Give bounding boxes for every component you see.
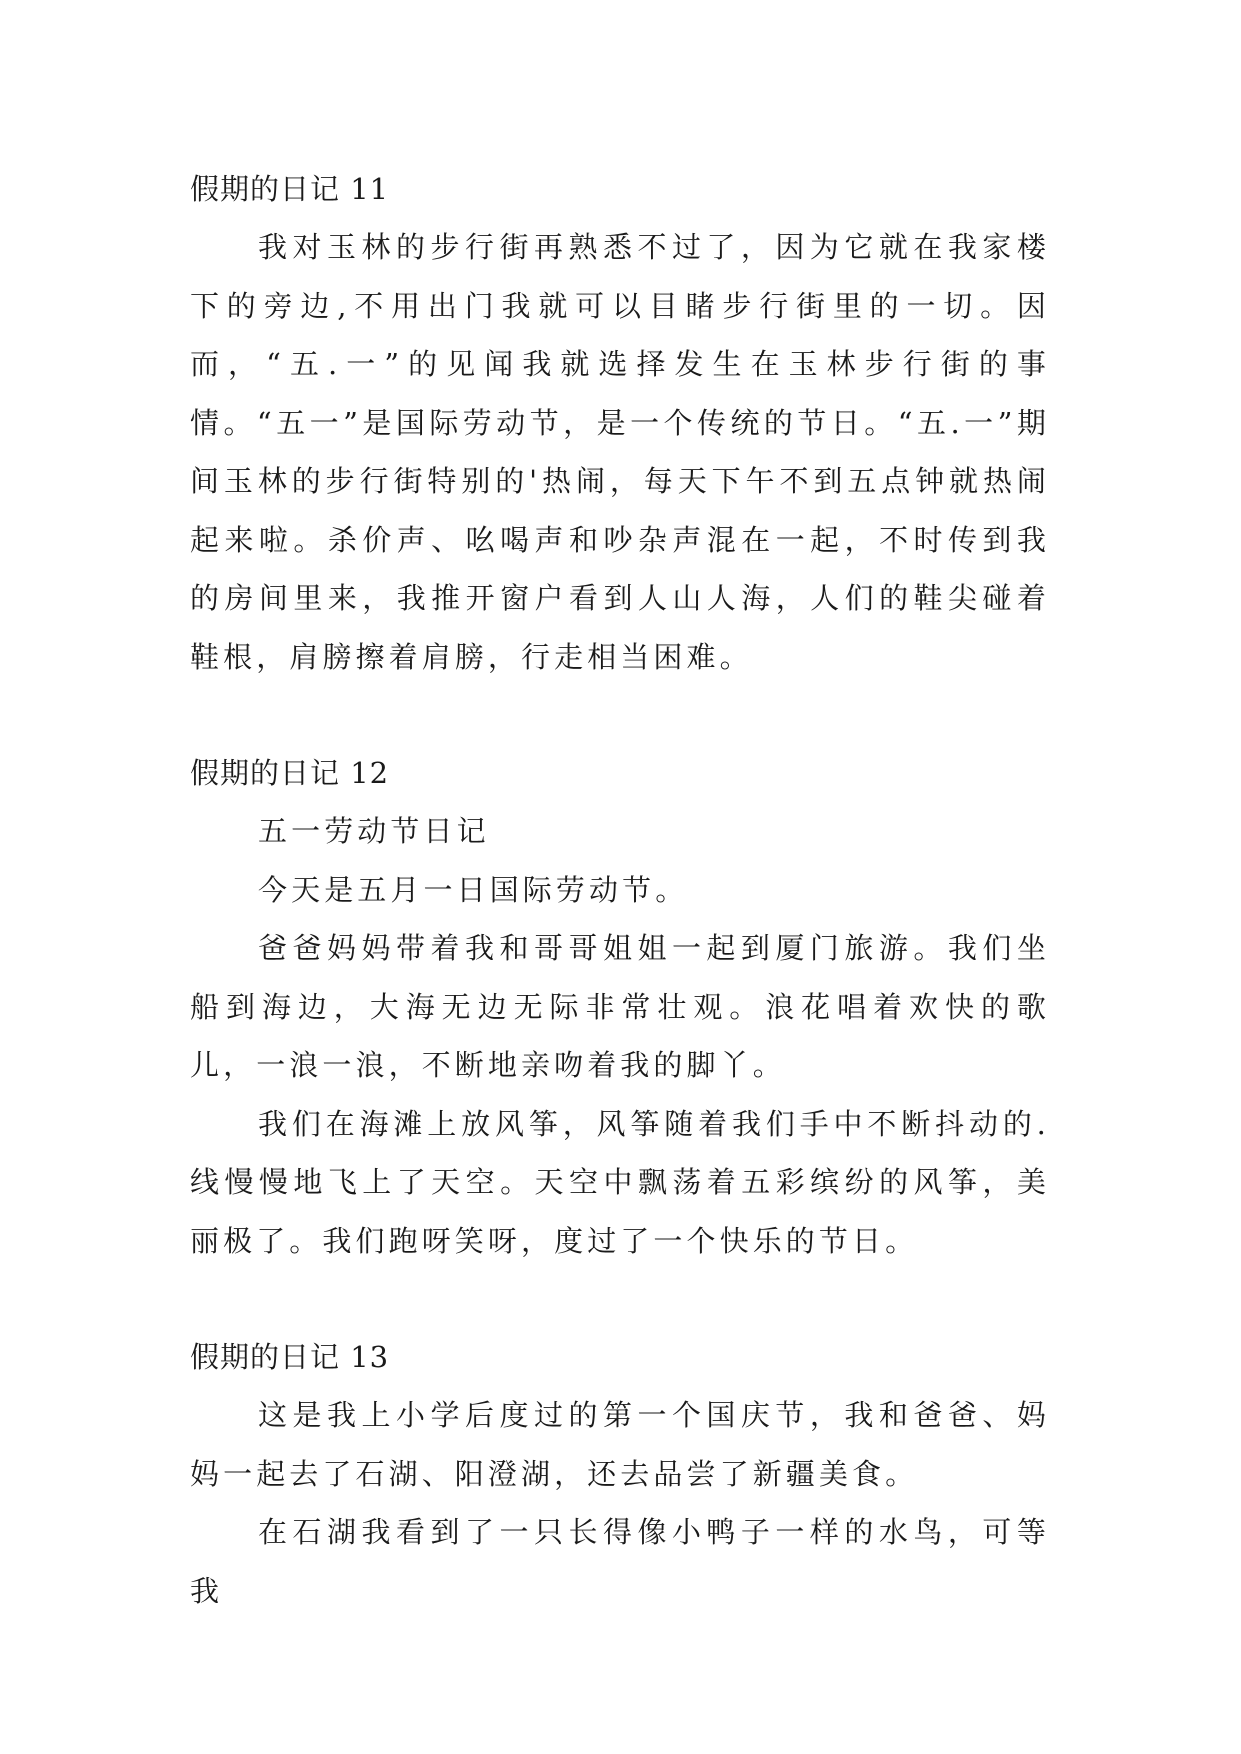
entry-title: 假期的日记 13: [190, 1340, 390, 1374]
entry-paragraph: 五一劳动节日记: [258, 814, 490, 848]
entry-paragraph: 我对玉林的步行街再熟悉不过了，因为它就在我家楼下的旁边,不用出门我就可以目睹步行街里的一切。因而，“五.一”的见闻我就选择发生在玉林步行街的事情。“五一”是国际劳动节，是一个传统的节日。“五.一”期间玉林的步行街特别的'热闹，每天下午不到五点钟就热闹起来啦。杀价声、吆喝声和吵杂声混在一起，不时传到我的房间里来，我推开窗户看到人山人海，人们的鞋尖碰着鞋根，肩膀擦着肩膀，行走相当困难。: [190, 230, 1050, 674]
diary-entry-13: [190, 1328, 1050, 1620]
document-page: [190, 160, 1050, 1620]
diary-entry-11: [190, 160, 1050, 686]
section-spacer: [190, 1270, 1050, 1328]
diary-entry-12: [190, 744, 1050, 1270]
entry-paragraph: 我们在海滩上放风筝，风筝随着我们手中不断抖动的.线慢慢地飞上了天空。天空中飘荡着五彩缤纷的风筝，美丽极了。我们跑呀笑呀，度过了一个快乐的节日。: [190, 1106, 1050, 1258]
entry-paragraph: 这是我上小学后度过的第一个国庆节，我和爸爸、妈妈一起去了石湖、阳澄湖，还去品尝了新疆美食。: [190, 1398, 1050, 1491]
entry-title: 假期的日记 12: [190, 756, 390, 790]
entry-paragraph: 在石湖我看到了一只长得像小鸭子一样的水鸟，可等我: [190, 1515, 1050, 1608]
entry-paragraph: 爸爸妈妈带着我和哥哥姐姐一起到厦门旅游。我们坐船到海边，大海无边无际非常壮观。浪花唱着欢快的歌儿，一浪一浪，不断地亲吻着我的脚丫。: [190, 931, 1050, 1082]
section-spacer: [190, 686, 1050, 744]
entry-title: 假期的日记 11: [190, 172, 390, 206]
entry-paragraph: 今天是五月一日国际劳动节。: [258, 872, 689, 907]
